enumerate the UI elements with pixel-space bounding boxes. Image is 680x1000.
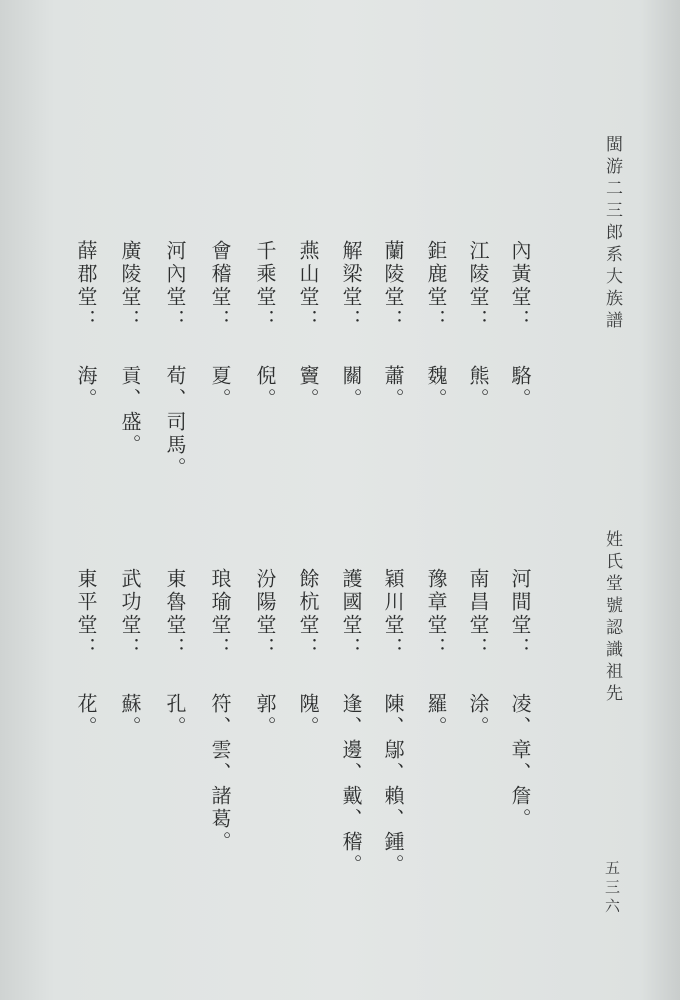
- entry-top-10: [118, 240, 142, 457]
- hall-name: 薛郡堂：: [74, 240, 98, 332]
- surname-list: 關。: [339, 365, 363, 411]
- entry-bottom-9: [163, 568, 187, 739]
- hall-name: 南昌堂：: [466, 568, 490, 660]
- entry-top-9: [163, 240, 187, 480]
- surname-list: 荀、司馬。: [163, 365, 187, 480]
- hall-name: 河內堂：: [163, 240, 187, 332]
- entry-bottom-2: [466, 568, 490, 739]
- hall-name: 東魯堂：: [163, 568, 187, 660]
- surname-list: 蘇。: [118, 693, 142, 739]
- entry-top-7: [253, 240, 277, 411]
- hall-name: 內黃堂：: [508, 240, 532, 332]
- hall-name: 會稽堂：: [208, 240, 232, 332]
- hall-name: 穎川堂：: [381, 568, 405, 660]
- book-title: 閩游二三郎系大族譜: [602, 135, 622, 333]
- hall-name: 鉅鹿堂：: [424, 240, 448, 332]
- entry-bottom-1: [508, 568, 532, 831]
- entry-top-6: [296, 240, 320, 411]
- entry-top-2: [466, 240, 490, 411]
- entry-bottom-5: [339, 568, 363, 877]
- entry-bottom-11: [74, 568, 98, 739]
- surname-list: 涂。: [466, 693, 490, 739]
- hall-name: 武功堂：: [118, 568, 142, 660]
- show-through-text: [110, 140, 630, 900]
- entry-top-4: [381, 240, 405, 411]
- surname-list: 蕭。: [381, 365, 405, 411]
- hall-name: 解梁堂：: [339, 240, 363, 332]
- surname-list: 倪。: [253, 365, 277, 411]
- surname-list: 海。: [74, 365, 98, 411]
- surname-list: 貢、盛。: [118, 365, 142, 457]
- surname-list: 隗。: [296, 693, 320, 739]
- surname-list: 陳、鄔、賴、鍾。: [381, 693, 405, 877]
- entry-top-8: [208, 240, 232, 411]
- hall-name: 餘杭堂：: [296, 568, 320, 660]
- hall-name: 千乘堂：: [253, 240, 277, 332]
- hall-name: 江陵堂：: [466, 240, 490, 332]
- page-number: 五三六: [603, 860, 621, 917]
- entry-bottom-4: [381, 568, 405, 877]
- hall-name: 汾陽堂：: [253, 568, 277, 660]
- surname-list: 竇。: [296, 365, 320, 411]
- hall-name: 河間堂：: [508, 568, 532, 660]
- entry-top-11: [74, 240, 98, 411]
- entry-top-5: [339, 240, 363, 411]
- hall-name: 蘭陵堂：: [381, 240, 405, 332]
- surname-list: 夏。: [208, 365, 232, 411]
- entry-top-1: [508, 240, 532, 411]
- entry-bottom-3: [424, 568, 448, 739]
- surname-list: 郭。: [253, 693, 277, 739]
- hall-name: 東平堂：: [74, 568, 98, 660]
- surname-list: 符、雲、諸葛。: [208, 693, 232, 854]
- surname-list: 凌、章、詹。: [508, 693, 532, 831]
- entry-bottom-10: [118, 568, 142, 739]
- surname-list: 魏。: [424, 365, 448, 411]
- surname-list: 熊。: [466, 365, 490, 411]
- entry-bottom-8: [208, 568, 232, 854]
- entry-bottom-7: [253, 568, 277, 739]
- hall-name: 燕山堂：: [296, 240, 320, 332]
- section-title: 姓氏堂號認識祖先: [602, 530, 622, 706]
- surname-list: 逢、邊、戴、稽。: [339, 693, 363, 877]
- surname-list: 駱。: [508, 365, 532, 411]
- hall-name: 豫章堂：: [424, 568, 448, 660]
- hall-name: 廣陵堂：: [118, 240, 142, 332]
- surname-list: 孔。: [163, 693, 187, 739]
- hall-name: 護國堂：: [339, 568, 363, 660]
- entry-bottom-6: [296, 568, 320, 739]
- hall-name: 琅瑜堂：: [208, 568, 232, 660]
- surname-list: 花。: [74, 693, 98, 739]
- surname-list: 羅。: [424, 693, 448, 739]
- entry-top-3: [424, 240, 448, 411]
